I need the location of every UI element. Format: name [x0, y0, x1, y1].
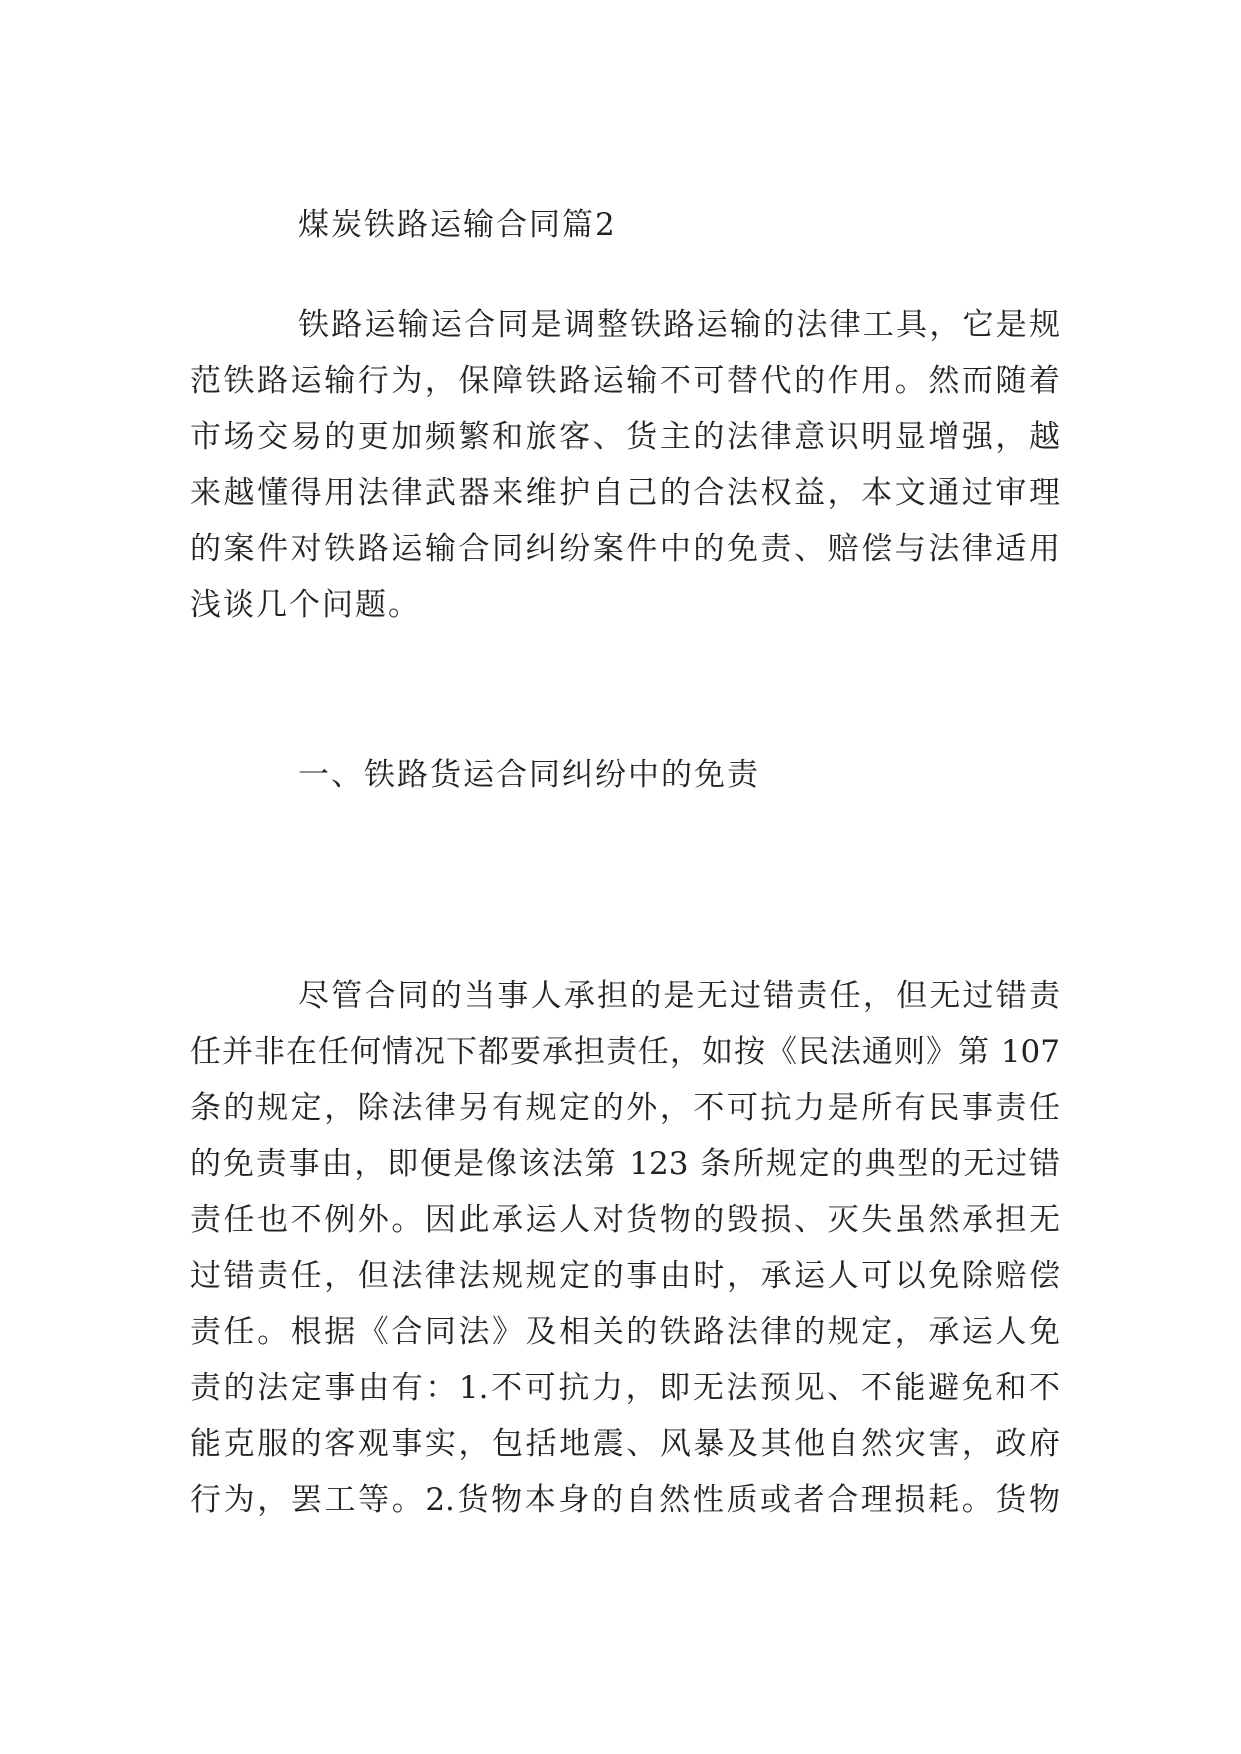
body-line: 责任也不例外。因此承运人对货物的毁损、灭失虽然承担无: [190, 1202, 1060, 1238]
document-title: 煤炭铁路运输合同篇2: [298, 207, 617, 243]
intro-line: 铁路运输运合同是调整铁路运输的法律工具，它是规: [298, 307, 1060, 343]
intro-line: 市场交易的更加频繁和旅客、货主的法律意识明显增强，越: [190, 419, 1060, 455]
section-heading: 一、铁路货运合同纠纷中的免责: [298, 757, 760, 793]
body-line: 条的规定，除法律另有规定的外，不可抗力是所有民事责任: [190, 1090, 1060, 1126]
body-line: 责任。根据《合同法》及相关的铁路法律的规定，承运人免: [190, 1314, 1060, 1350]
body-line: 能克服的客观事实，包括地震、风暴及其他自然灾害，政府: [190, 1426, 1060, 1462]
body-line: 的免责事由，即便是像该法第 123 条所规定的典型的无过错: [190, 1146, 1060, 1182]
intro-line: 的案件对铁路运输合同纠纷案件中的免责、赔偿与法律适用: [190, 531, 1060, 567]
intro-line: 浅谈几个问题。: [190, 587, 421, 623]
intro-line: 范铁路运输行为，保障铁路运输不可替代的作用。然而随着: [190, 363, 1060, 399]
body-line: 任并非在任何情况下都要承担责任，如按《民法通则》第 107: [190, 1034, 1060, 1070]
body-line: 尽管合同的当事人承担的是无过错责任，但无过错责: [298, 978, 1060, 1014]
body-line: 责的法定事由有：1.不可抗力，即无法预见、不能避免和不: [190, 1370, 1060, 1406]
intro-line: 来越懂得用法律武器来维护自己的合法权益，本文通过审理: [190, 475, 1060, 511]
body-line: 行为，罢工等。2.货物本身的自然性质或者合理损耗。货物: [190, 1482, 1060, 1518]
body-line: 过错责任，但法律法规规定的事由时，承运人可以免除赔偿: [190, 1258, 1060, 1294]
